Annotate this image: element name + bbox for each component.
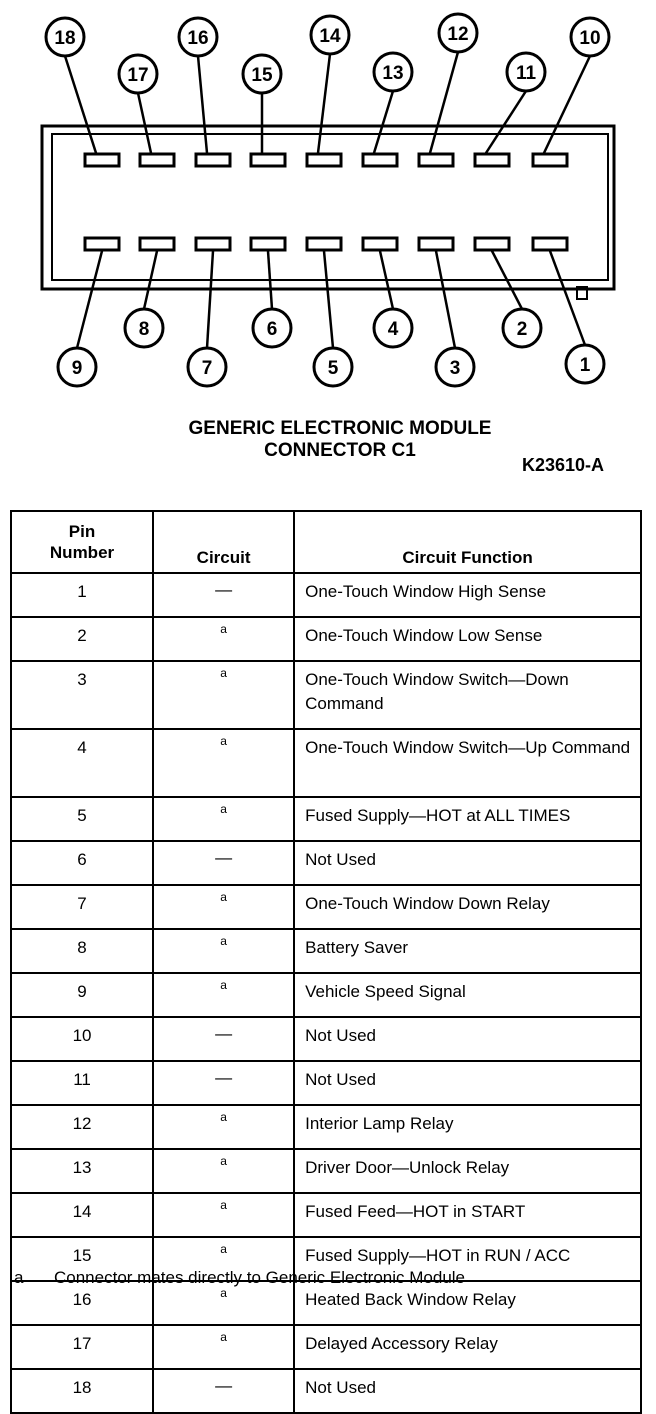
leader-17 — [138, 93, 151, 153]
table-header-row — [11, 511, 641, 573]
leader-16 — [198, 56, 207, 153]
circuit-cell: a — [153, 797, 294, 841]
circuit-function-cell: One-Touch Window Low Sense — [294, 617, 641, 661]
leader-14 — [318, 54, 330, 153]
circuit-cell: a — [153, 1325, 294, 1369]
slot-top-13 — [363, 154, 397, 166]
circuit-cell: a — [153, 929, 294, 973]
pin-number-cell: 9 — [11, 973, 153, 1017]
pin-number-cell: 15 — [11, 1237, 153, 1281]
slot-bottom-7 — [196, 238, 230, 250]
circuit-function-cell: One-Touch Window Down Relay — [294, 885, 641, 929]
slot-bottom-6 — [251, 238, 285, 250]
circuit-cell: a — [153, 1149, 294, 1193]
pin-number-cell: 7 — [11, 885, 153, 929]
pin-label-7: 7 — [201, 358, 213, 379]
slot-bottom-3 — [419, 238, 453, 250]
pin-label-18: 18 — [54, 28, 76, 49]
connector-outer — [42, 126, 614, 289]
table-row — [11, 929, 641, 973]
circuit-cell: a — [153, 1105, 294, 1149]
table-row — [11, 617, 641, 661]
diagram-caption-line2: CONNECTOR C1 — [264, 440, 416, 461]
pin-label-8: 8 — [138, 319, 150, 340]
circuit-function-cell: Fused Supply—HOT at ALL TIMES — [294, 797, 641, 841]
table-row — [11, 573, 641, 617]
slot-top-14 — [307, 154, 341, 166]
table-row — [11, 1193, 641, 1237]
circuit-cell: a — [153, 729, 294, 797]
slot-top-11 — [475, 154, 509, 166]
pin-number-cell: 1 — [11, 573, 153, 617]
pin-number-cell: 8 — [11, 929, 153, 973]
leader-9 — [77, 251, 102, 348]
circuit-cell: a — [153, 973, 294, 1017]
leader-12 — [430, 52, 458, 153]
circuit-function-cell: One-Touch Window Switch—Up Command — [294, 729, 641, 797]
table-row — [11, 973, 641, 1017]
table-row — [11, 1017, 641, 1061]
slot-bottom-1 — [533, 238, 567, 250]
pin-number-cell: 18 — [11, 1369, 153, 1413]
pin-number-cell: 5 — [11, 797, 153, 841]
pin-number-cell: 4 — [11, 729, 153, 797]
circuit-cell: a — [153, 617, 294, 661]
slot-bottom-5 — [307, 238, 341, 250]
table-row — [11, 885, 641, 929]
table-row — [11, 1061, 641, 1105]
footnote-marker: a — [14, 1268, 24, 1287]
pin-label-10: 10 — [579, 28, 601, 49]
circuit-function-cell: Delayed Accessory Relay — [294, 1325, 641, 1369]
circuit-cell: — — [153, 841, 294, 885]
table-row — [11, 1325, 641, 1369]
circuit-cell: a — [153, 1193, 294, 1237]
pin-number-cell: 17 — [11, 1325, 153, 1369]
pin-number-cell: 14 — [11, 1193, 153, 1237]
pin-label-5: 5 — [327, 358, 339, 379]
header-pin-number-label: Pin Number — [49, 522, 115, 562]
circuit-cell: — — [153, 1369, 294, 1413]
circuit-function-cell: One-Touch Window High Sense — [294, 573, 641, 617]
slot-top-10 — [533, 154, 567, 166]
circuit-function-cell: Not Used — [294, 1061, 641, 1105]
leader-3 — [436, 251, 455, 348]
circuit-cell: a — [153, 1237, 294, 1281]
slot-top-17 — [140, 154, 174, 166]
leader-10 — [544, 56, 590, 153]
slot-top-18 — [85, 154, 119, 166]
pin-number-cell: 3 — [11, 661, 153, 729]
circuit-function-cell: Not Used — [294, 841, 641, 885]
leader-5 — [324, 251, 333, 348]
table-row — [11, 841, 641, 885]
figure-reference: K23610-A — [522, 455, 605, 475]
pin-label-2: 2 — [516, 319, 528, 340]
pin-label-4: 4 — [387, 319, 399, 340]
pin-label-1: 1 — [579, 355, 591, 376]
table-row — [11, 661, 641, 729]
pin-number-cell: 16 — [11, 1281, 153, 1325]
circuit-cell: — — [153, 573, 294, 617]
pin-number-cell: 13 — [11, 1149, 153, 1193]
circuit-function-cell: Heated Back Window Relay — [294, 1281, 641, 1325]
slot-bottom-4 — [363, 238, 397, 250]
pin-label-12: 12 — [447, 24, 469, 45]
table-row — [11, 797, 641, 841]
header-circuit-function: Circuit Function — [294, 511, 641, 573]
pin-label-17: 17 — [127, 65, 149, 86]
slot-top-16 — [196, 154, 230, 166]
circuit-function-cell: Vehicle Speed Signal — [294, 973, 641, 1017]
table-row — [11, 1149, 641, 1193]
circuit-cell: a — [153, 661, 294, 729]
pin-number-cell: 10 — [11, 1017, 153, 1061]
pin-label-6: 6 — [266, 319, 278, 340]
circuit-function-cell: Battery Saver — [294, 929, 641, 973]
circuit-cell: — — [153, 1061, 294, 1105]
pin-label-15: 15 — [251, 65, 273, 86]
diagram-caption-line1: GENERIC ELECTRONIC MODULE — [188, 418, 492, 439]
leader-11 — [486, 91, 526, 153]
leader-18 — [65, 56, 96, 153]
pin-label-14: 14 — [319, 26, 341, 47]
slot-bottom-9 — [85, 238, 119, 250]
slot-top-15 — [251, 154, 285, 166]
table-row — [11, 729, 641, 797]
connector-diagram — [0, 0, 656, 480]
slot-bottom-2 — [475, 238, 509, 250]
pin-label-11: 11 — [515, 63, 537, 84]
circuit-cell: a — [153, 885, 294, 929]
pin-number-cell: 12 — [11, 1105, 153, 1149]
circuit-function-cell: One-Touch Window Switch—Down Command — [294, 661, 641, 729]
footnote-text: Connector mates directly to Generic Electronic Module — [54, 1268, 466, 1287]
footnote — [14, 1268, 465, 1288]
circuit-function-cell: Not Used — [294, 1369, 641, 1413]
slot-bottom-8 — [140, 238, 174, 250]
circuit-cell: a — [153, 1281, 294, 1325]
table-row — [11, 1105, 641, 1149]
pin-label-9: 9 — [71, 358, 83, 379]
pin-label-13: 13 — [382, 63, 404, 84]
circuit-function-cell: Fused Supply—HOT in RUN / ACC — [294, 1237, 641, 1281]
circuit-cell: — — [153, 1017, 294, 1061]
table-row — [11, 1369, 641, 1413]
slot-top-12 — [419, 154, 453, 166]
header-circuit: Circuit — [153, 511, 294, 573]
circuit-function-cell: Driver Door—Unlock Relay — [294, 1149, 641, 1193]
pin-number-cell: 6 — [11, 841, 153, 885]
pin-number-cell: 2 — [11, 617, 153, 661]
pin-group — [46, 14, 609, 386]
pin-label-3: 3 — [449, 358, 461, 379]
circuit-function-cell: Not Used — [294, 1017, 641, 1061]
leader-13 — [374, 91, 393, 153]
circuit-function-cell: Interior Lamp Relay — [294, 1105, 641, 1149]
header-pin-number — [11, 511, 153, 573]
circuit-function-cell: Fused Feed—HOT in START — [294, 1193, 641, 1237]
leader-7 — [207, 251, 213, 348]
pin-number-cell: 11 — [11, 1061, 153, 1105]
pin-label-16: 16 — [187, 28, 209, 49]
